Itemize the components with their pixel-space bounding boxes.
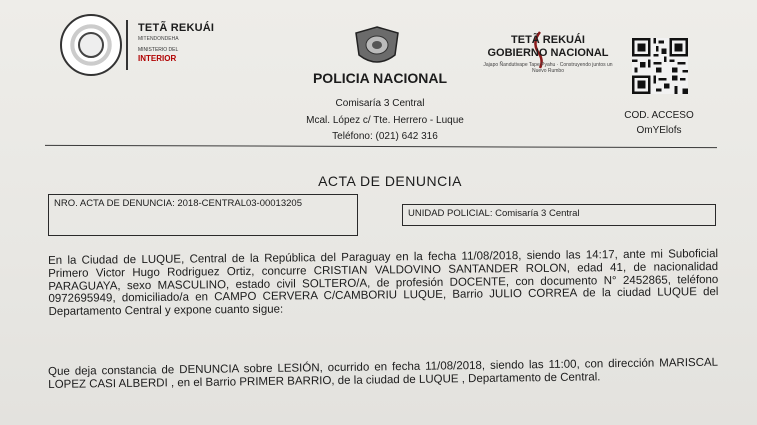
institution-name: POLICIA NACIONAL	[312, 70, 448, 86]
national-seal-icon	[60, 14, 122, 76]
office-name: Comisaría 3 Central	[335, 98, 425, 109]
gobierno-brand-line1: TETÃ REKUÁI	[511, 34, 585, 46]
qr-code-icon	[632, 38, 688, 94]
ministry-line2: INTERIOR	[138, 54, 177, 63]
office-phone: Teléfono: (021) 642 316	[332, 131, 438, 142]
logo-divider	[126, 20, 128, 70]
police-badge-icon	[352, 25, 402, 69]
document-title: ACTA DE DENUNCIA	[318, 173, 462, 189]
complaint-paragraph: Que deja constancia de DENUNCIA sobre LESIÓN, ocurrido en fecha 11/08/2018, siendo las 11:00, con dirección MARISCAL LOPEZ CASI ALBERDI , en el Barrio PRIMER BARRIO, de la ciudad de LUQUE , Departamento de Central.	[48, 356, 719, 391]
teta-rekuai-brand: TETÃ REKUÁI	[138, 22, 215, 34]
declaration-paragraph: En la Ciudad de LUQUE, Central de la República del Paraguay en la fecha 11/08/2018, siendo las 14:17, ante mi Suboficial Primero Victor Hugo Rodriguez Ortiz, concurre CRISTIAN VALDOVINO SANTANDER ROLON, edad 41, de nacionalidad PARAGUAYA, sexo MASCULINO, estado civil SOLTERO/A, de profesión DOCENTE, con documento N° 2452865, teléfono 0972695949, domiciliado/a en CAMPO CERVERA C/CAMBORIU LUQUE, Barrio JULIO CORREA de la ciudad LUQUE del Departamento Central y expone cuanto sigue:	[48, 247, 719, 319]
unidad-policial-box: UNIDAD POLICIAL: Comisaría 3 Central	[402, 204, 716, 226]
office-address: Mcal. López c/ Tte. Herrero - Luque	[306, 115, 464, 126]
header-divider	[45, 145, 717, 148]
gobierno-brand-line2: GOBIERNO NACIONAL	[487, 47, 609, 59]
nro-acta-box: NRO. ACTA DE DENUNCIA: 2018-CENTRAL03-00013205	[48, 194, 358, 236]
gobierno-tagline: Jajapo Ñandutivape Tape Pyahu · Construyendo juntos un Nuevo Rumbo	[483, 62, 613, 74]
access-code-label: COD. ACCESO	[624, 110, 694, 121]
ministry-line1: MINISTERIO DEL	[138, 47, 179, 53]
teta-rekuai-subtitle: MITENDONDEHA	[138, 36, 179, 42]
access-code-value: OmYElofs	[636, 125, 682, 136]
